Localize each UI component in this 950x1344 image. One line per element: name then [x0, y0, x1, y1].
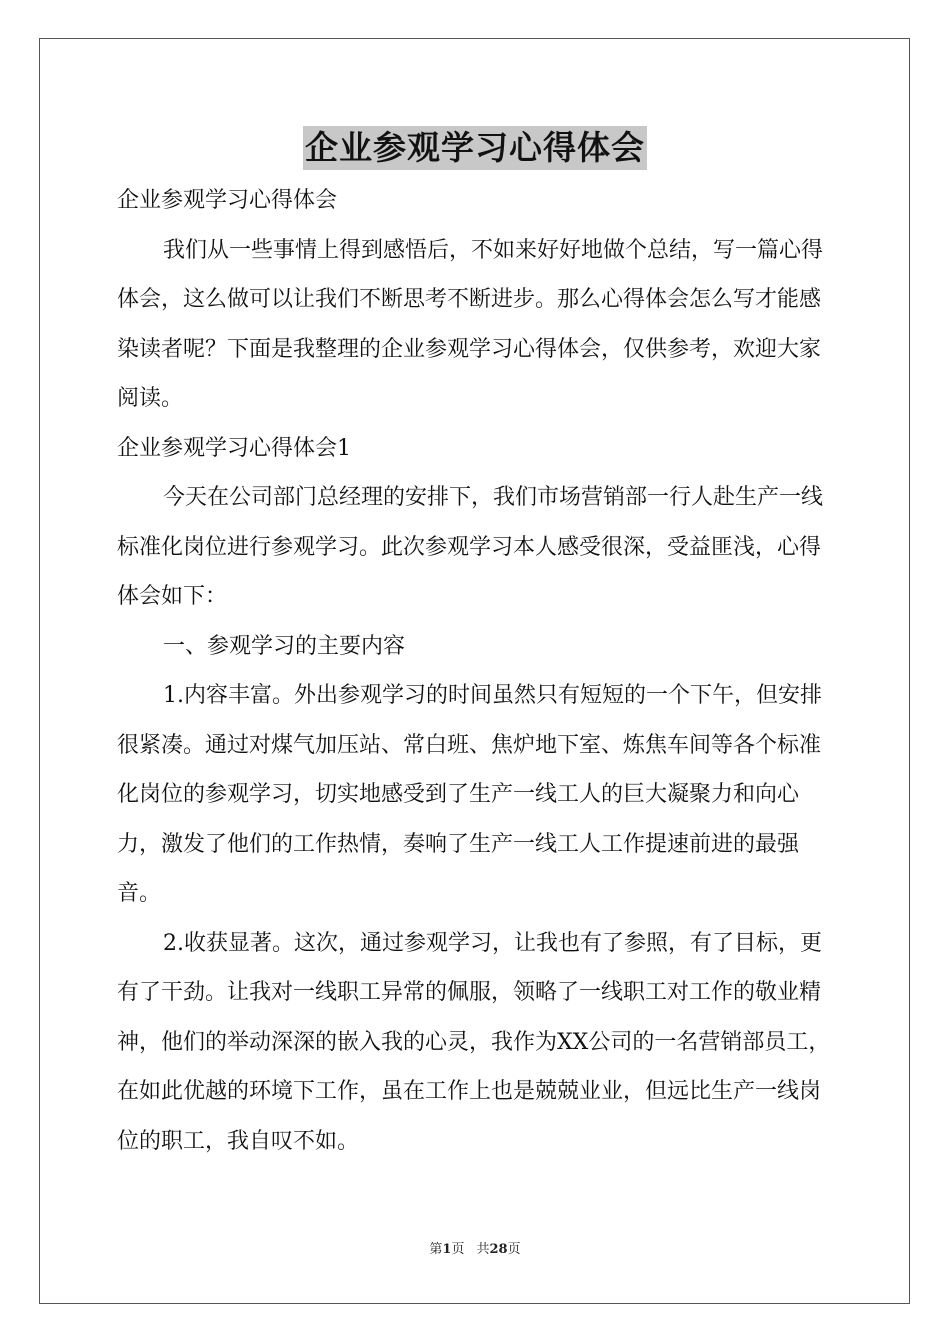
- total-prefix: 共: [476, 1242, 490, 1257]
- document-body: [117, 176, 842, 1166]
- subsection-heading: 一、参观学习的主要内容: [163, 633, 406, 659]
- page-footer: [0, 1238, 950, 1257]
- total-suffix: 页: [507, 1242, 521, 1257]
- body-paragraph: 今天在公司部门总经理的安排下，我们市场营销部一行人赴生产一线标准化岗位进行参观学习。此次参观学习本人感受很深，受益匪浅，心得体会如下：: [117, 485, 824, 609]
- intro-paragraph: 我们从一些事情上得到感悟后，不如来好好地做个总结，写一篇心得体会，这么做可以让我们不断思考不断进步。那么心得体会怎么写才能感染读者呢？下面是我整理的企业参观学习心得体会，仅供参考，欢迎大家阅读。: [117, 237, 824, 411]
- body-paragraph: 1.内容丰富。外出参观学习的时间虽然只有短短的一个下午，但安排很紧凑。通过对煤气加压站、常白班、焦炉地下室、炼焦车间等各个标准化岗位的参观学习，切实地感受到了生产一线工人的巨大凝聚力和向心力，激发了他们的工作热情，奏响了生产一线工人工作提速前进的最强音。: [117, 683, 822, 906]
- subtitle-paragraph: 企业参观学习心得体会: [117, 188, 338, 213]
- page-number: 1: [442, 1242, 452, 1257]
- document-title: 企业参观学习心得体会: [303, 126, 647, 170]
- title-container: [0, 126, 950, 170]
- page-prefix: 第: [429, 1242, 443, 1257]
- body-paragraph: 2.收获显著。这次，通过参观学习，让我也有了参照，有了目标，更有了干劲。让我对一线职工异常的佩服，领略了一线职工对工作的敬业精神，他们的举动深深的嵌入我的心灵，我作为XX公司的一名营销部员工，在如此优越的环境下工作，虽在工作上也是兢兢业业，但远比生产一线岗位的职工，我自叹不如。: [117, 930, 831, 1154]
- page-suffix: 页: [451, 1242, 465, 1257]
- section-heading: 企业参观学习心得体会1: [117, 435, 351, 461]
- total-pages: 28: [489, 1242, 508, 1257]
